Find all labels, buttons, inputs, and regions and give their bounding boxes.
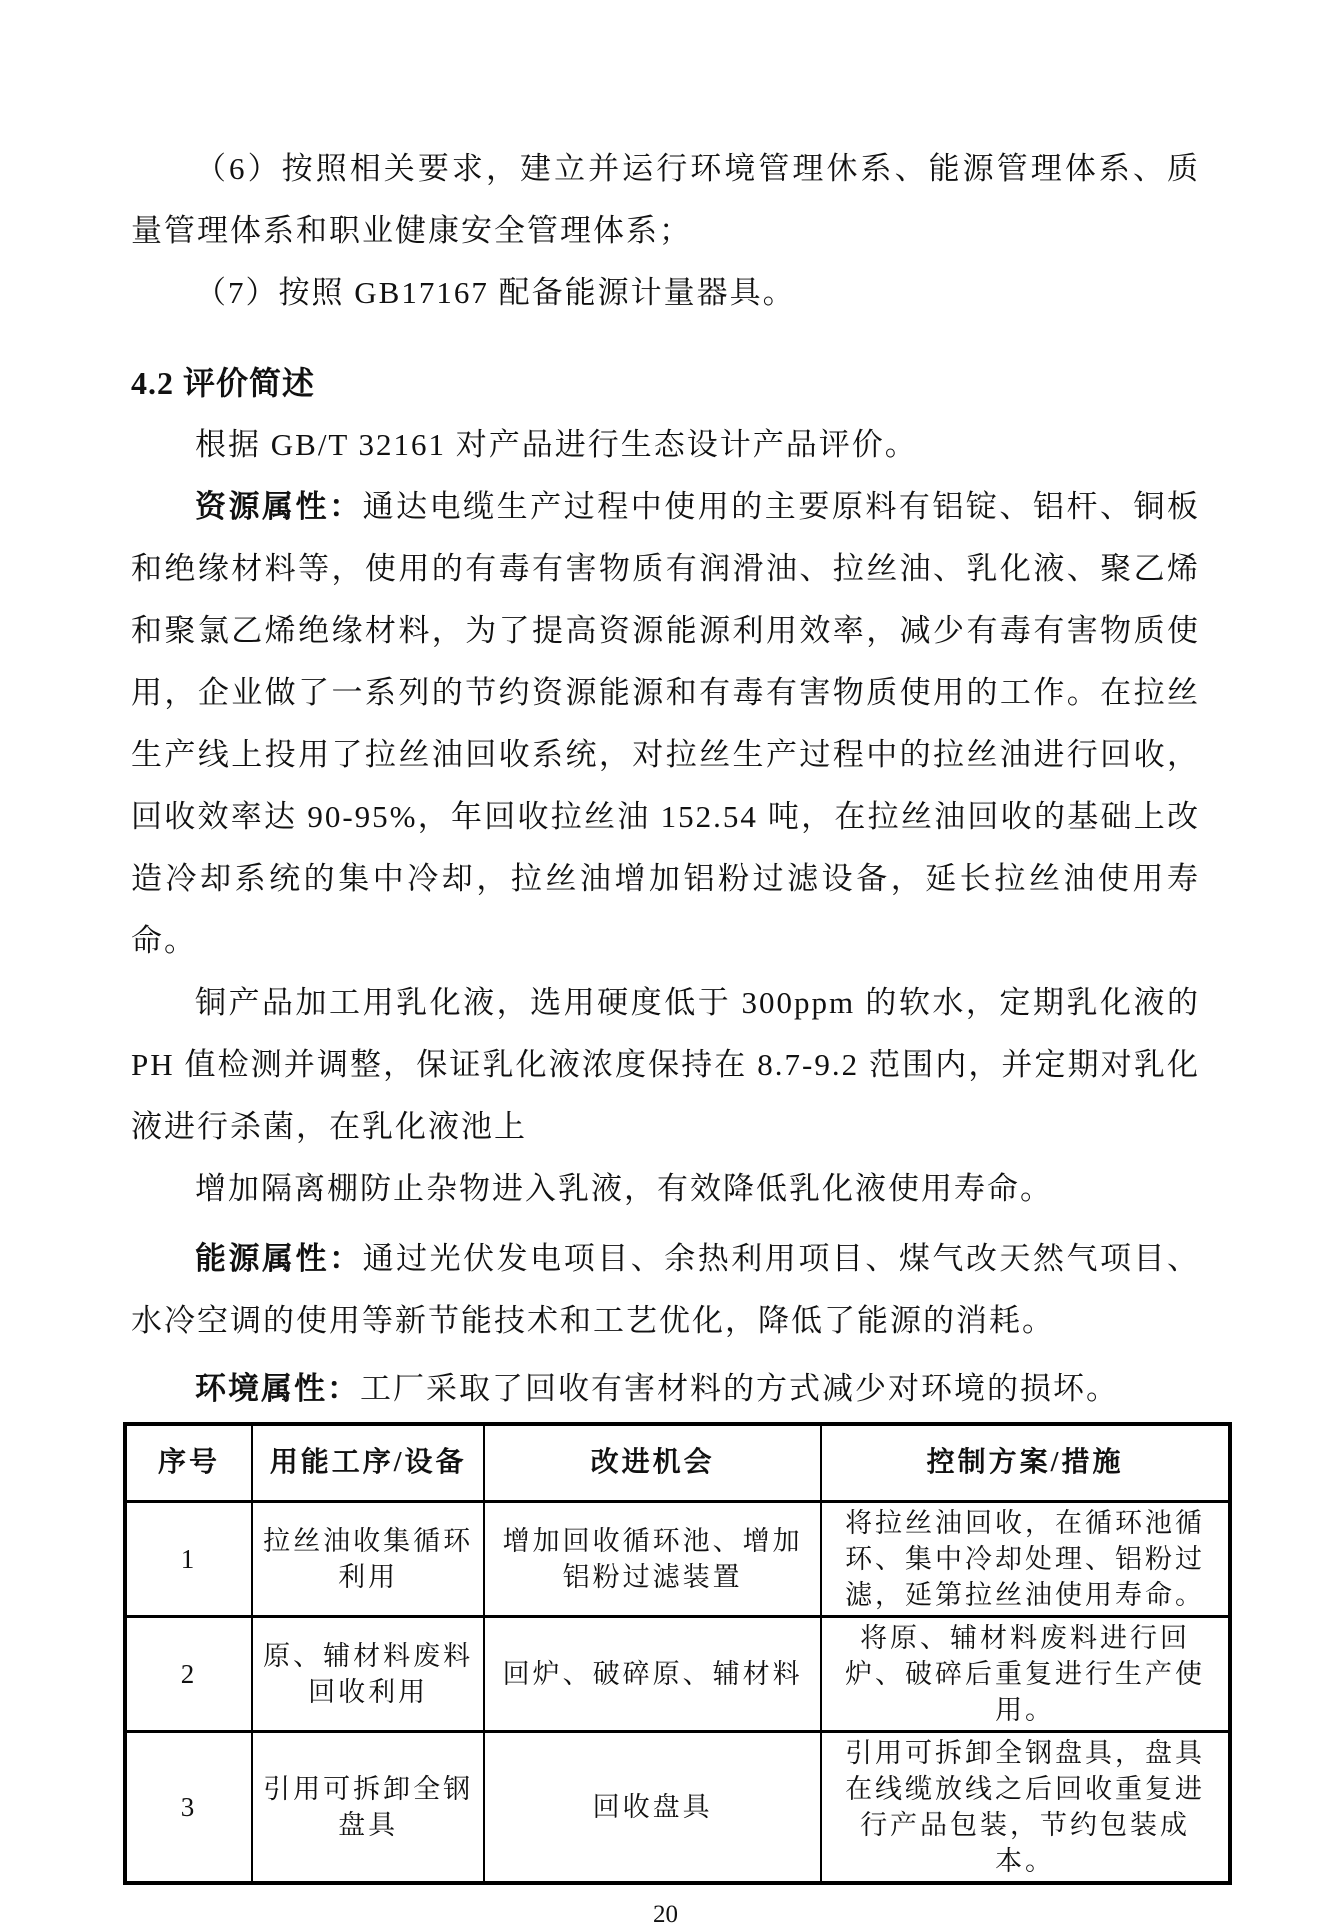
energy-attributes-text: 通过光伏发电项目、余热利用项目、煤气改天然气项目、水冷空调的使用等新节能技术和工艺优化，降低了能源的消耗。: [131, 1241, 1201, 1338]
resource-attributes-text: 通达电缆生产过程中使用的主要原料有铝锭、铝杆、铜板和绝缘材料等，使用的有毒有害物质有润滑油、拉丝油、乳化液、聚乙烯和聚氯乙烯绝缘材料，为了提高资源能源利用效率，减少有毒有害物质使用，企业做了一系列的节约资源能源和有毒有害物质使用的工作。在拉丝生产线上投用了拉丝油回收系统，对拉丝生产过程中的拉丝油进行回收，回收效率达 90-95%，年回收拉丝油 152.54 吨，在拉丝油回收的基础上改造冷却系统的集中冷却，拉丝油增加铝粉过滤设备，延长拉丝油使用寿命。: [131, 489, 1201, 958]
table-cell-seq: 2: [125, 1617, 252, 1732]
paragraph-intro: 根据 GB/T 32161 对产品进行生态设计产品评价。: [195, 427, 918, 462]
paragraph-environment-attributes: [131, 1358, 1200, 1420]
control-measures-table: [123, 1422, 1232, 1885]
table-cell-opportunity: 增加回收循环池、增加铝粉过滤装置: [484, 1502, 821, 1617]
table-cell-control: 将拉丝油回收，在循环池循环、集中冷却处理、铝粉过滤，延第拉丝油使用寿命。: [821, 1502, 1230, 1617]
table-cell-control: 将原、辅材料废料进行回炉、破碎后重复进行生产使用。: [821, 1617, 1230, 1732]
page-number: 20: [653, 1901, 678, 1928]
table-cell-opportunity: 回炉、破碎原、辅材料: [484, 1617, 821, 1732]
table-header-seq: 序号: [125, 1424, 252, 1502]
energy-attributes-label: 能源属性：: [195, 1241, 363, 1276]
table-cell-device: 拉丝油收集循环利用: [252, 1502, 484, 1617]
paragraph-emulsion-1: 铜产品加工用乳化液，选用硬度低于 300ppm 的软水，定期乳化液的PH 值检测并调整，保证乳化液浓度保持在 8.7-9.2 范围内，并定期对乳化液进行杀菌，在乳化液池上: [131, 985, 1200, 1144]
paragraph-item-7: （7）按照 GB17167 配备能源计量器具。: [195, 275, 796, 310]
paragraph-emulsion-2: 增加隔离棚防止杂物进入乳液，有效降低乳化液使用寿命。: [195, 1171, 1053, 1206]
environment-attributes-text: 工厂采取了回收有害材料的方式减少对环境的损坏。: [360, 1371, 1119, 1406]
table-header-control: 控制方案/措施: [821, 1424, 1230, 1502]
paragraph-item-6: （6）按照相关要求，建立并运行环境管理休系、能源管理体系、质量管理体系和职业健康安全管理体系；: [131, 151, 1200, 248]
table-cell-control: 引用可拆卸全钢盘具，盘具在线缆放线之后回收重复进行产品包装，节约包装成本。: [821, 1732, 1230, 1884]
table-cell-device: 原、辅材料废料回收利用: [252, 1617, 484, 1732]
paragraph-energy-attributes: [131, 1228, 1200, 1352]
table-header-opportunity: 改进机会: [484, 1424, 821, 1502]
table-cell-seq: 3: [125, 1732, 252, 1884]
table-row: [125, 1502, 1230, 1617]
table-header-row: [125, 1424, 1230, 1502]
table-row: [125, 1732, 1230, 1884]
table-row: [125, 1617, 1230, 1732]
resource-attributes-label: 资源属性：: [195, 489, 363, 524]
paragraph-resource-attributes: [131, 476, 1200, 972]
table-cell-opportunity: 回收盘具: [484, 1732, 821, 1884]
table-header-device: 用能工序/设备: [252, 1424, 484, 1502]
section-heading-4-2: 4.2 评价简述: [131, 365, 316, 401]
document-body: [131, 138, 1206, 1929]
table-cell-device: 引用可拆卸全钢盘具: [252, 1732, 484, 1884]
table-cell-seq: 1: [125, 1502, 252, 1617]
environment-attributes-label: 环境属性：: [195, 1371, 360, 1406]
